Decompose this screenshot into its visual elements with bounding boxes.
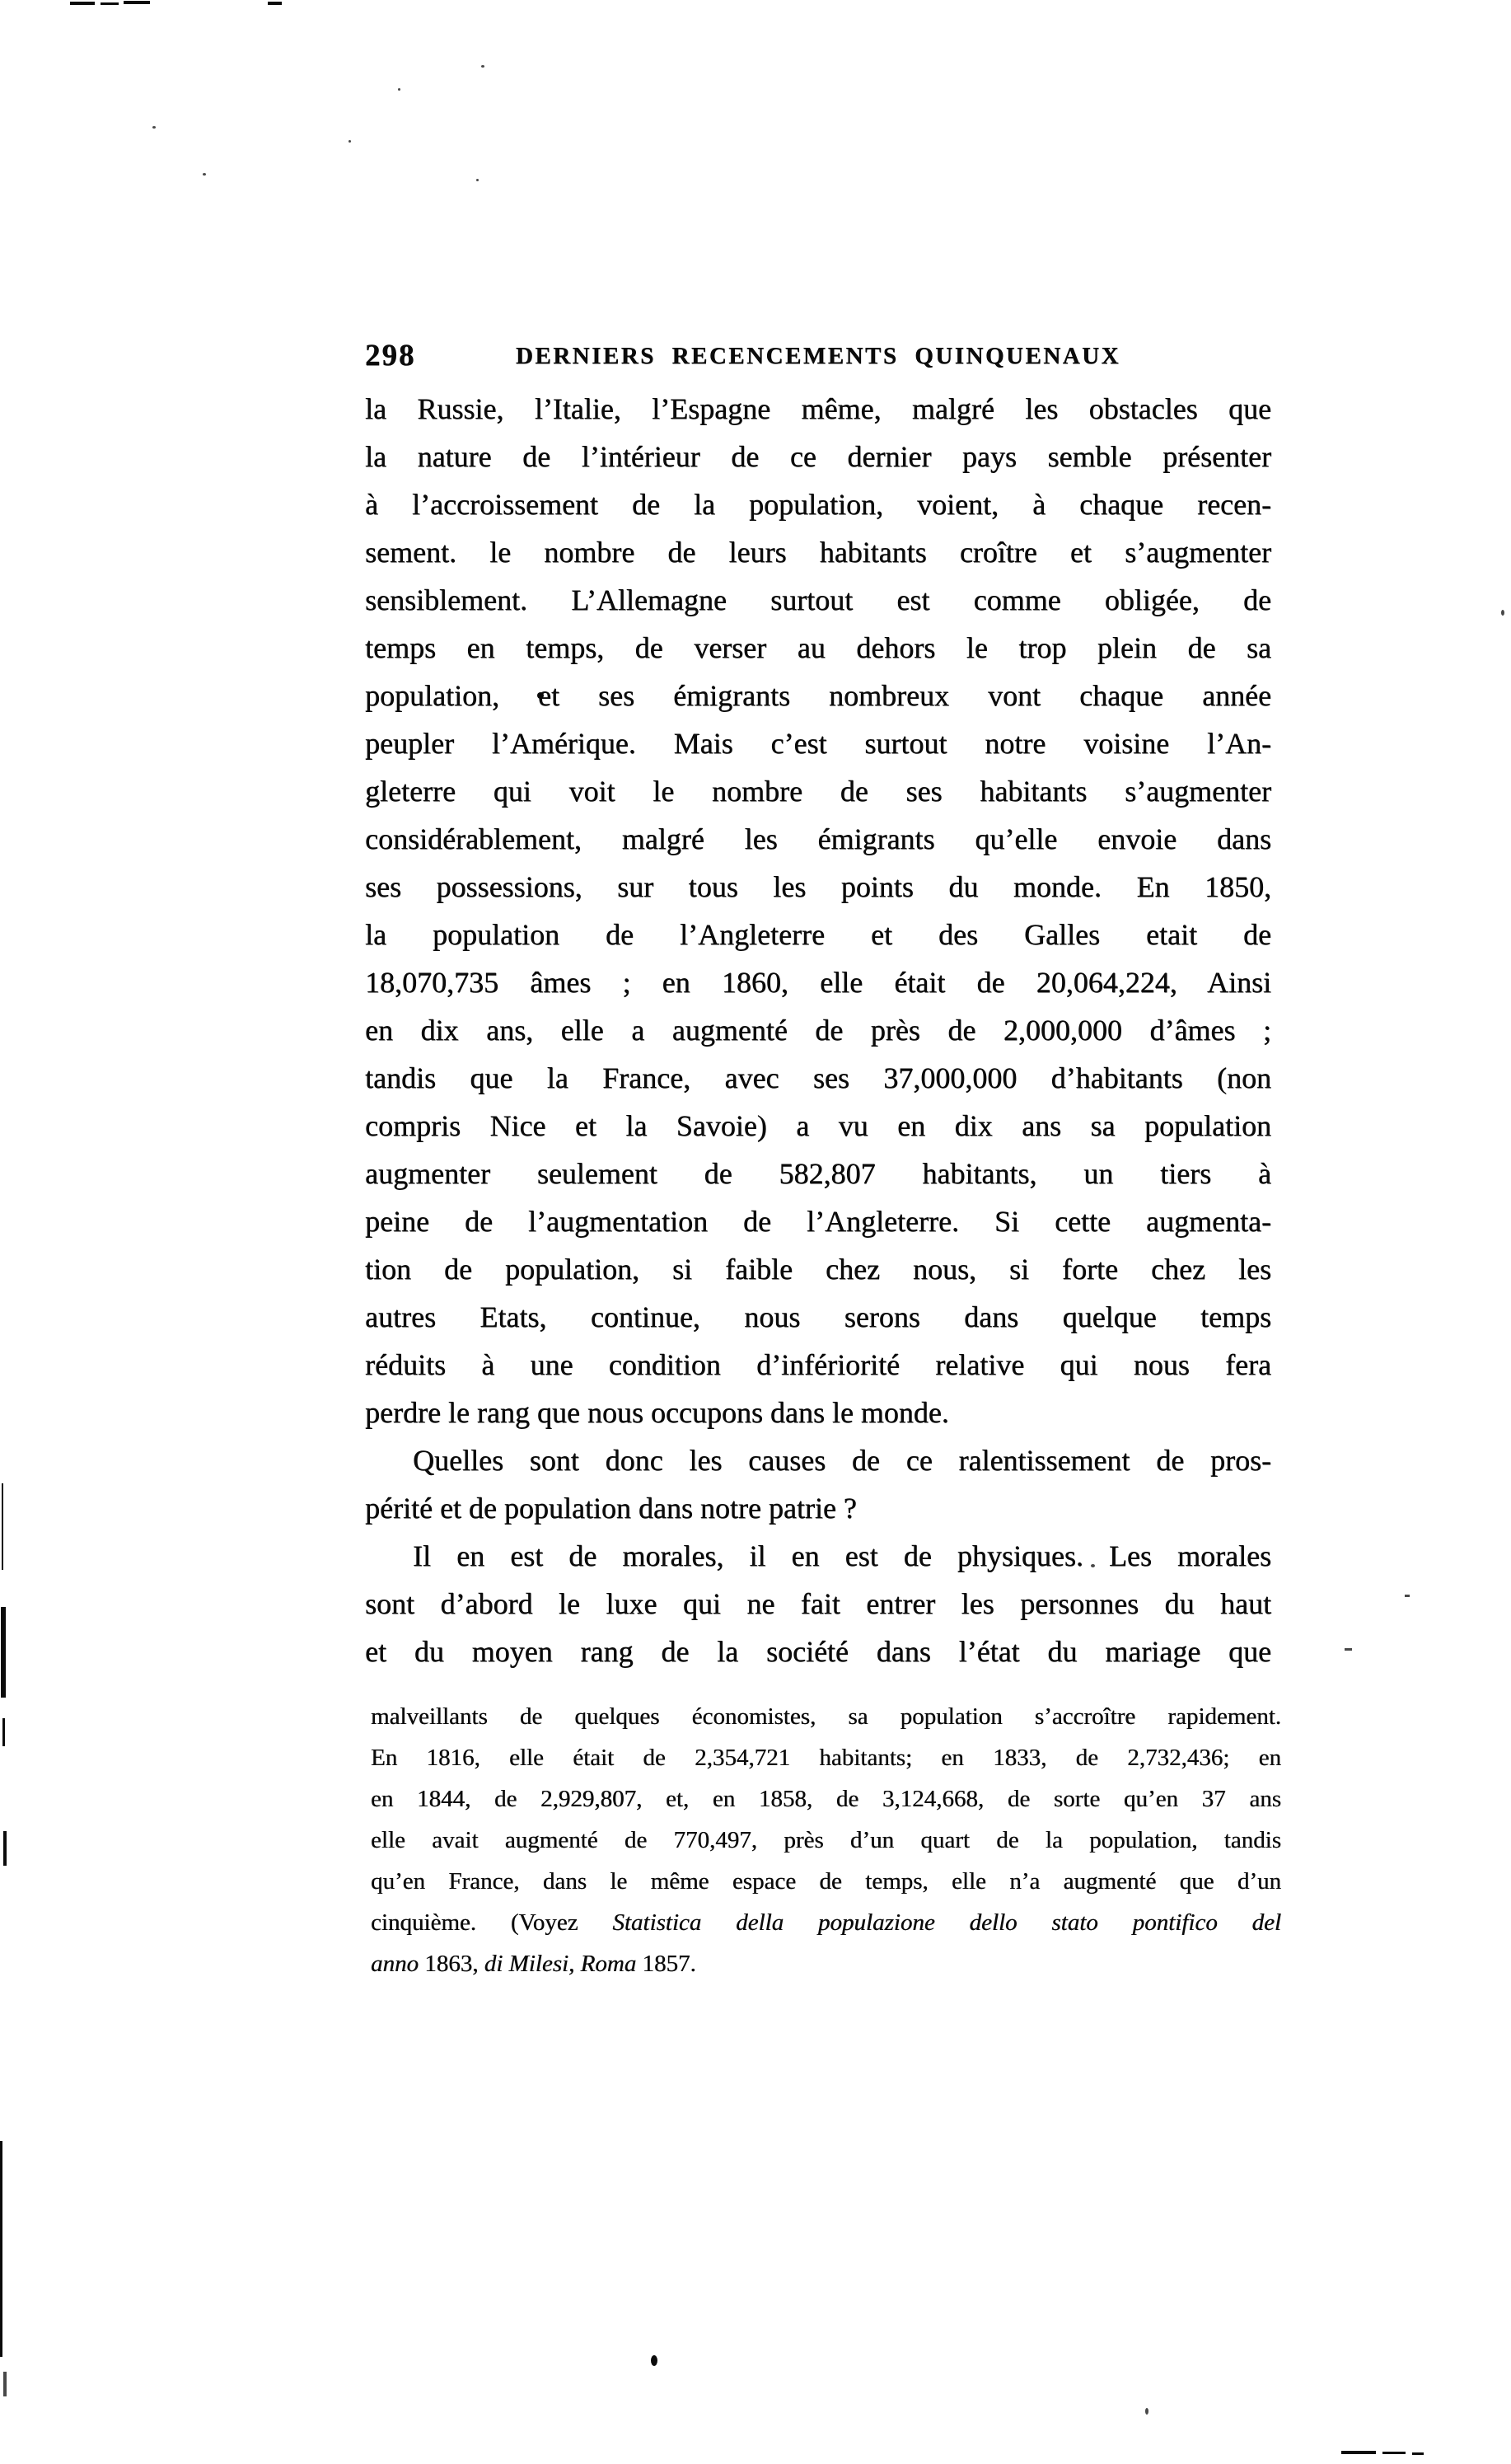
scan-artifact — [1405, 1595, 1410, 1597]
body-text-line: sement. le nombre de leurs habitants croître et s’augmenter — [365, 536, 1271, 569]
scan-artifact — [0, 2141, 2, 2357]
scan-artifact — [3, 1831, 7, 1866]
scan-artifact — [2, 1718, 5, 1746]
body-text-line: 18,070,735 âmes ; en 1860, elle était de 20,064,224, Ainsi — [365, 966, 1271, 999]
cited-work-title: anno — [371, 1951, 419, 1977]
scan-artifact — [349, 140, 351, 143]
body-text-line: la population de l’Angleterre et des Galles etait de — [365, 918, 1271, 951]
scan-artifact — [1341, 2451, 1376, 2454]
scan-artifact — [1382, 2452, 1406, 2454]
body-text-line: temps en temps, de verser au dehors le trop plein de sa — [365, 631, 1271, 664]
scan-artifact — [398, 88, 400, 91]
footnote-line — [371, 1943, 1281, 1984]
footnote-line — [371, 1820, 1281, 1861]
scan-artifact — [2, 1483, 3, 1570]
footnote-text: cinquième. (Voyez — [371, 1909, 613, 1936]
footnote-text: elle avait augmenté de 770,497, près d’un quart de la population, tandis — [371, 1827, 1281, 1853]
footnote-text — [574, 1951, 580, 1977]
body-text-line: considérablement, malgré les émigrants qu’elle envoie dans — [365, 822, 1271, 855]
page-number: 298 — [365, 339, 416, 372]
body-text-line: augmenter seulement de 582,807 habitants, un tiers à — [365, 1157, 1271, 1190]
body-text-line: tion de population, si faible chez nous, si forte chez les — [365, 1253, 1271, 1286]
scan-artifact — [70, 2, 95, 5]
footnote-text: 1863, — [419, 1951, 484, 1977]
body-text-line: Il en est de morales, il en est de physiques. Les morales — [413, 1539, 1271, 1572]
body-text-line: ses possessions, sur tous les points du monde. En 1850, — [365, 870, 1271, 903]
body-text-line: et du moyen rang de la société dans l’état du mariage que — [365, 1635, 1271, 1668]
body-text-line: compris Nice et la Savoie) a vu en dix ans sa population — [365, 1109, 1271, 1142]
body-text-line: peine de l’augmentation de l’Angleterre. Si cette augmenta- — [365, 1205, 1271, 1238]
body-text-line: réduits à une condition d’infériorité relative qui nous fera — [365, 1348, 1271, 1381]
body-text-line: sensiblement. L’Allemagne surtout est comme obligée, de — [365, 583, 1271, 616]
scan-artifact — [124, 1, 150, 4]
scan-artifact — [476, 179, 479, 181]
footnote-text: en 1844, de 2,929,807, et, en 1858, de 3,124,668, de sorte qu’en 37 ans — [371, 1786, 1281, 1812]
footnote — [371, 1696, 1281, 1984]
body-text-line: Quelles sont donc les causes de ce ralentissement de pros- — [413, 1444, 1271, 1477]
scan-artifact — [152, 126, 156, 129]
footnote-text: 1857. — [636, 1951, 696, 1977]
footnote-text: En 1816, elle était de 2,354,721 habitants; en 1833, de 2,732,436; en — [371, 1745, 1281, 1771]
body-text-line: en dix ans, elle a augmenté de près de 2,000,000 d’âmes ; — [365, 1014, 1271, 1047]
scan-artifact — [101, 2, 119, 5]
footnote-line — [371, 1902, 1281, 1943]
body-text-line: la Russie, l’Italie, l’Espagne même, malgré les obstacles que — [365, 392, 1271, 425]
scan-artifact — [3, 2372, 7, 2396]
footnote-text: qu’en France, dans le même espace de temps, elle n’a augmenté que d’un — [371, 1868, 1281, 1895]
body-text-line: peupler l’Amérique. Mais c’est surtout notre voisine l’An- — [365, 727, 1271, 760]
cited-work-title: di Milesi, — [484, 1951, 575, 1977]
scan-artifact — [1145, 2408, 1148, 2415]
scan-artifact — [651, 2355, 657, 2366]
body-text-line: perdre le rang que nous occupons dans le monde. — [365, 1396, 949, 1429]
body-text-line: population, et ses émigrants nombreux vont chaque année — [365, 679, 1271, 712]
footnote-line — [371, 1696, 1281, 1737]
body-text-line: périté et de population dans notre patrie ? — [365, 1492, 857, 1525]
cited-work-title: Roma — [580, 1951, 637, 1977]
scan-artifact — [268, 2, 282, 5]
body-text-line: autres Etats, continue, nous serons dans quelque temps — [365, 1300, 1271, 1333]
body-text-line: gleterre qui voit le nombre de ses habitants s’augmenter — [365, 775, 1271, 808]
body-text — [365, 385, 1271, 1675]
scan-artifact — [1501, 610, 1504, 616]
cited-work-title: Statistica della populazione dello stato pontifico del — [612, 1909, 1281, 1936]
footnote-text: malveillants de quelques économistes, sa population s’accroître rapidement. — [371, 1703, 1281, 1730]
footnote-line — [371, 1778, 1281, 1820]
body-text-line: la nature de l’intérieur de ce dernier pays semble présenter — [365, 440, 1271, 473]
body-text-line: sont d’abord le luxe qui ne fait entrer les personnes du haut — [365, 1587, 1271, 1620]
scan-artifact — [1345, 1648, 1352, 1651]
body-text-line: tandis que la France, avec ses 37,000,000 d’habitants (non — [365, 1061, 1271, 1094]
footnote-line — [371, 1861, 1281, 1902]
scan-artifact — [1412, 2452, 1424, 2455]
scan-artifact — [481, 65, 484, 68]
page-header — [365, 340, 1271, 376]
body-text-line: à l’accroissement de la population, voient, à chaque recen- — [365, 488, 1271, 521]
scan-artifact — [1, 1607, 6, 1698]
running-title: DERNIERS RECENCEMENTS QUINQUENAUX — [515, 343, 1121, 369]
footnote-line — [371, 1737, 1281, 1778]
scan-artifact — [203, 173, 206, 176]
